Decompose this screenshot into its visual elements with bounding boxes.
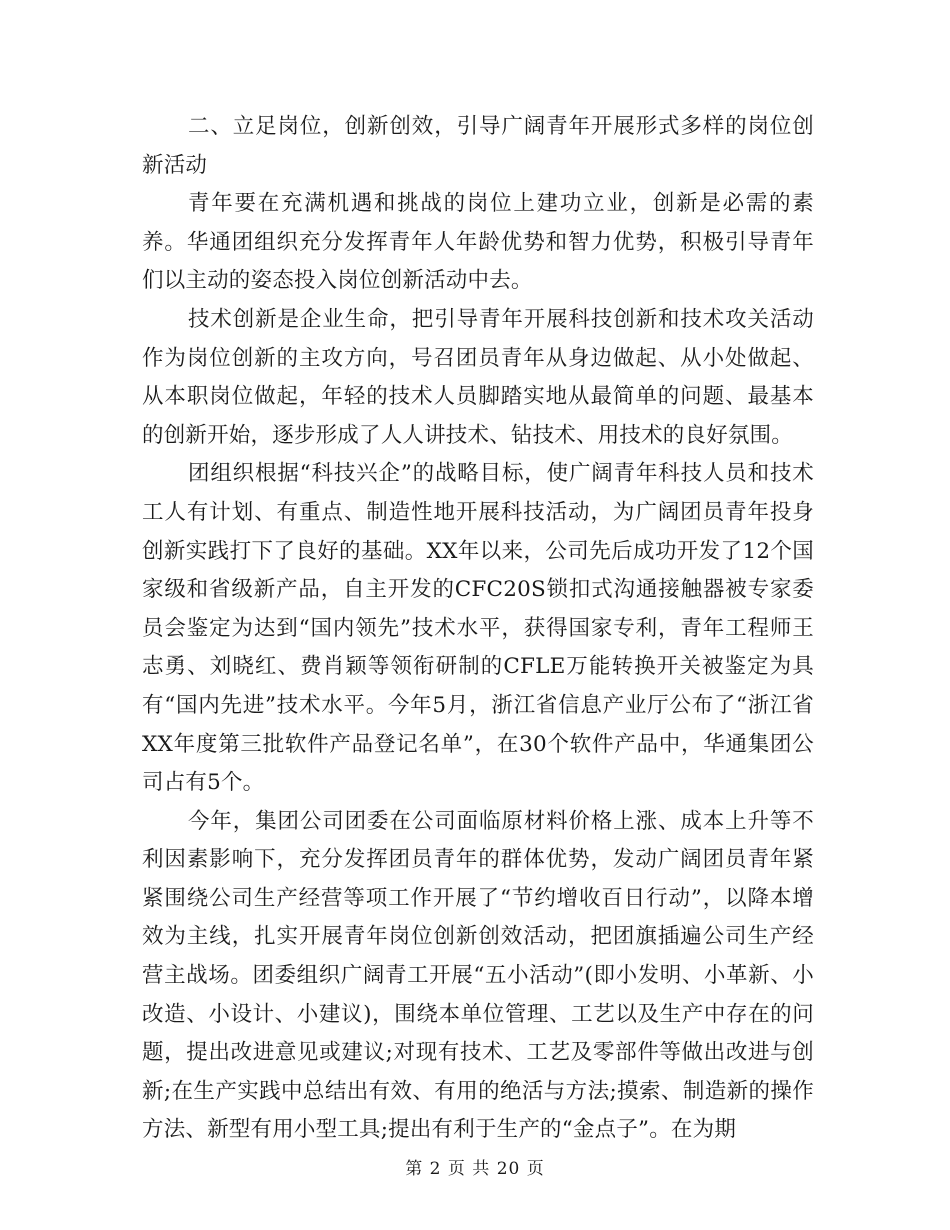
paragraph-1: 青年要在充满机遇和挑战的岗位上建功立业，创新是必需的素养。华通团组织充分发挥青年人年龄优势和智力优势，积极引导青年们以主动的姿态投入岗位创新活动中去。 xyxy=(142,191,814,294)
paragraph-4: 今年，集团公司团委在公司面临原材料价格上涨、成本上升等不利因素影响下，充分发挥团员青年的群体优势，发动广阔团员青年紧紧围绕公司生产经营等项工作开展了“节约增收百日行动”，以降本增效为主线，扎实开展青年岗位创新创效活动，把团旗插遍公司生产经营主战场。团委组织广阔青工开展“五小活动”(即小发明、小革新、小改造、小设计、小建议)，围绕本单位管理、工艺以及生产中存在的问题，提出改进意见或建议;对现有技术、工艺及零部件等做出改进与创新;在生产实践中总结出有效、有用的绝活与方法;摸索、制造新的操作方法、新型有用小型工具;提出有利于生产的“金点子”。在为期 xyxy=(142,808,814,1143)
section-heading: 二、立足岗位，创新创效，引导广阔青年开展形式多样的岗位创新活动 xyxy=(142,114,814,178)
document-body xyxy=(142,108,814,1150)
page-number-footer: 第 2 页 共 20 页 xyxy=(405,1159,545,1179)
paragraph-3: 团组织根据“科技兴企”的战略目标，使广阔青年科技人员和技术工人有计划、有重点、制造性地开展科技活动，为广阔团员青年投身创新实践打下了良好的基础。XX年以来，公司先后成功开发了12个国家级和省级新产品，自主开发的CFC20S锁扣式沟通接触器被专家委员会鉴定为达到“国内领先”技术水平，获得国家专利，青年工程师王志勇、刘晓红、费肖颖等领衔研制的CFLE万能转换开关被鉴定为具有“国内先进”技术水平。今年5月，浙江省信息产业厅公布了“浙江省XX年度第三批软件产品登记名单”，在30个软件产品中，华通集团公司占有5个。 xyxy=(142,461,814,796)
paragraph-2: 技术创新是企业生命，把引导青年开展科技创新和技术攻关活动作为岗位创新的主攻方向，号召团员青年从身边做起、从小处做起、从本职岗位做起，年轻的技术人员脚踏实地从最简单的问题、最基本的创新开始，逐步形成了人人讲技术、钻技术、用技术的良好氛围。 xyxy=(142,306,814,448)
